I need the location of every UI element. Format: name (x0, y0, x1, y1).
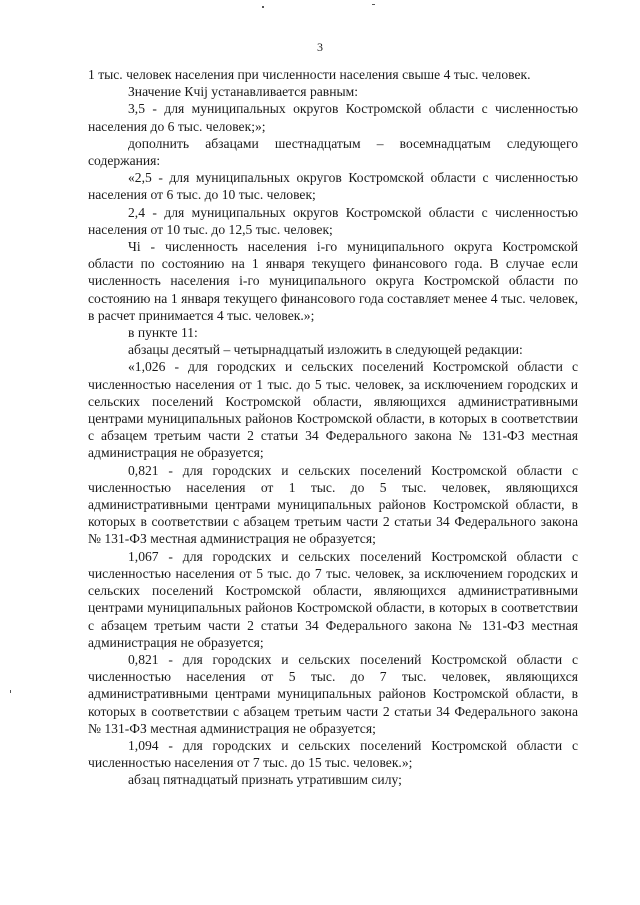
paragraph: 1 тыс. человек населения при численности населения свыше 4 тыс. человек. (88, 67, 531, 82)
document-body (88, 66, 578, 789)
paragraph: «2,5 - для муниципальных округов Костромской области с численностью населения от 6 тыс. до 10 тыс. человек; (88, 170, 578, 203)
paragraph: абзацы десятый – четырнадцатый изложить в следующей редакции: (128, 342, 523, 358)
paragraph: 0,821 - для городских и сельских поселений Костромской области с численностью населения от 1 тыс. до 5 тыс. человек, являющихся административными центрами муниципальных районов Костромской области, в которых в соответствии с абзацем третьим части 2 статьи 34 Федерального закона № 131-ФЗ местная администрация не образуется; (88, 462, 578, 547)
paragraph: абзац пятнадцатый признать утратившим силу; (128, 772, 402, 788)
scan-speck (262, 6, 264, 8)
paragraph: 3,5 - для муниципальных округов Костромской области с численностью населения до 6 тыс. человек;»; (88, 101, 578, 134)
scan-speck (10, 690, 11, 693)
paragraph: 2,4 - для муниципальных округов Костромской области с численностью населения от 10 тыс. до 12,5 тыс. человек; (88, 204, 578, 237)
paragraph: 1,094 - для городских и сельских поселений Костромской области с численностью населения от 7 тыс. до 15 тыс. человек.»; (88, 737, 578, 771)
scan-speck (372, 4, 375, 5)
paragraph: «1,026 - для городских и сельских поселений Костромской области с численностью населения от 1 тыс. до 5 тыс. человек, за исключением городских и сельских поселений Костромской области, являющихся административными центрами муниципальных районов Костромской области, в которых в соответствии с абзацем третьим части 2 статьи 34 Федерального закона № 131-ФЗ местная администрация не образуется; (88, 359, 578, 461)
paragraph: Чi - численность населения i-го муниципального округа Костромской области по состоянию на 1 января текущего финансового года. В случае если численность населения i-го муниципального округа Костромской области по состоянию на 1 января текущего финансового года составляет менее 4 тыс. человек, в расчет принимается 4 тыс. человек.»; (88, 239, 578, 323)
paragraph: 1,067 - для городских и сельских поселений Костромской области с численностью населения от 5 тыс. до 7 тыс. человек, за исключением городских и сельских поселений Костромской области, являющихся административными центрами муниципальных районов Костромской области, в которых в соответствии с абзацем третьим части 2 статьи 34 Федерального закона № 131-ФЗ местная администрация не образуется; (88, 548, 578, 650)
paragraph: 0,821 - для городских и сельских поселений Костромской области с численностью населения от 5 тыс. до 7 тыс. человек, являющихся административными центрами муниципальных районов Костромской области, в которых в соответствии с абзацем третьим части 2 статьи 34 Федерального закона № 131-ФЗ местная администрация не образуется; (88, 651, 578, 736)
page-number: 3 (317, 40, 323, 54)
paragraph: дополнить абзацами шестнадцатым – восемнадцатым следующего содержания: (88, 135, 578, 169)
paragraph: в пункте 11: (128, 325, 198, 341)
paragraph: Значение Кчij устанавливается равным: (128, 84, 358, 100)
